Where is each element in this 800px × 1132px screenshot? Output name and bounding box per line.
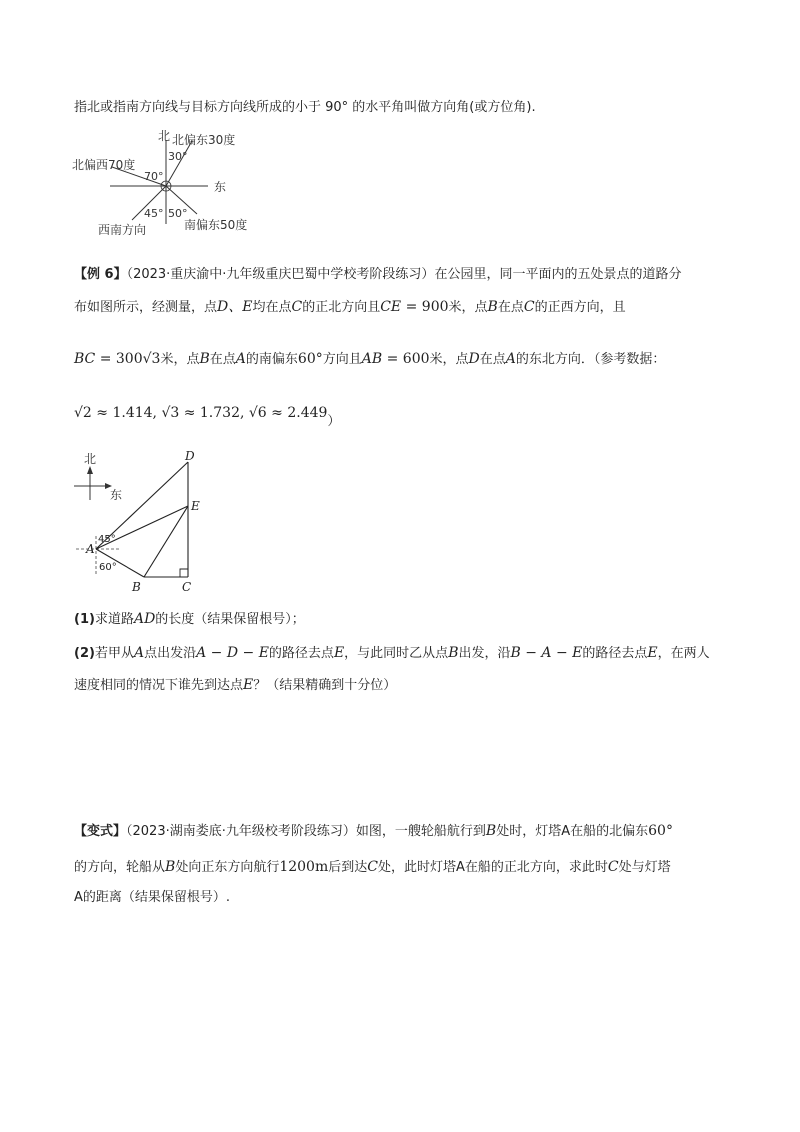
- math: A: [505, 351, 516, 367]
- text: ）: [327, 414, 341, 429]
- question-1: [74, 609, 305, 630]
- text: 如图，一艘轮船航行到: [355, 824, 486, 839]
- text: 米，点: [448, 300, 488, 315]
- direction-angle-definition: 指北或指南方向线与目标方向线所成的小于 90° 的水平角叫做方向角(或方位角).: [74, 100, 536, 115]
- math: = 600: [382, 351, 430, 367]
- math: AD: [133, 611, 156, 627]
- math: C: [523, 299, 535, 315]
- text: 方向且: [322, 352, 362, 367]
- text: 点出发沿: [144, 646, 197, 661]
- variant-line-2: [74, 857, 671, 878]
- question-2-line-2: [74, 675, 396, 696]
- text: A: [455, 860, 465, 875]
- text: 在点: [479, 352, 506, 367]
- math: D: [468, 351, 480, 367]
- text: 均在点: [252, 300, 292, 315]
- text: 的正北方向且: [302, 300, 381, 315]
- text: 的方向，轮船从: [74, 860, 166, 875]
- math: C: [367, 859, 378, 875]
- point-c-label: C: [182, 580, 192, 594]
- text: 速度相同的情况下谁先到达点: [74, 678, 244, 693]
- angle-60-label: 60°: [99, 562, 117, 573]
- example6-line-2: [74, 297, 626, 318]
- math: = 300√3: [95, 351, 161, 367]
- variant-source: （2023·湖南娄底·九年级校考阶段练习）: [126, 824, 356, 839]
- example6-line-3: [74, 349, 665, 370]
- example6-source: （2023·重庆渝中·九年级重庆巴蜀中学校考阶段练习）: [126, 267, 435, 282]
- math: B: [165, 859, 176, 875]
- math: E: [647, 645, 658, 661]
- math: D、E: [217, 299, 253, 315]
- question-number: (2): [74, 646, 95, 661]
- example6-text: 在公园里，同一平面内的五处景点的道路分: [434, 267, 682, 282]
- text: 的东北方向．（参考数据：: [515, 352, 666, 367]
- variant-line-3: [74, 888, 230, 908]
- text: 的长度（结果保留根号）；: [155, 612, 305, 627]
- compass-sw-label: 西南方向: [98, 223, 147, 237]
- math: B: [448, 645, 459, 661]
- text: 在点: [497, 300, 524, 315]
- math: E: [333, 645, 345, 661]
- text: 求道路: [94, 612, 134, 627]
- text: A: [74, 890, 83, 905]
- text: 的正西方向，且: [534, 300, 626, 315]
- math: E: [243, 677, 254, 693]
- compass-angle-30: 30°: [168, 150, 188, 163]
- text: ，在两人: [657, 646, 710, 661]
- compass-nw-label: 北偏西70度: [72, 158, 136, 172]
- text: 处与灯塔: [618, 860, 671, 875]
- text: 米，点: [429, 352, 469, 367]
- math: B: [485, 823, 497, 839]
- text: 的路径去点: [582, 646, 648, 661]
- text: 在船的北偏东: [570, 824, 649, 839]
- text: 的距离（结果保留根号）.: [82, 890, 231, 905]
- text: 处向正东方向航行: [175, 860, 280, 875]
- text: 后到达: [328, 860, 368, 875]
- example6-line-1: [74, 265, 681, 285]
- math: C: [607, 859, 619, 875]
- compass-se-label: 南偏东50度: [184, 218, 248, 232]
- text: 处，此时灯塔: [377, 860, 456, 875]
- east-label: 东: [110, 488, 123, 502]
- text: 若甲从: [94, 646, 134, 661]
- math: B − A − E: [510, 645, 583, 661]
- text: 的路径去点: [268, 646, 334, 661]
- text: 在船的正北方向，求此时: [464, 860, 608, 875]
- math: CE: [380, 299, 402, 315]
- text: ，与此同时乙从点: [344, 646, 449, 661]
- math: B: [199, 351, 210, 367]
- compass-angle-45: 45°: [144, 207, 164, 220]
- math: C: [291, 299, 303, 315]
- math: A: [235, 351, 246, 367]
- math: 60°: [297, 351, 323, 367]
- point-a-label: A: [86, 542, 95, 556]
- math: BC: [74, 351, 96, 367]
- math: 1200m: [279, 859, 329, 875]
- text: 布如图所示，经测量，点: [74, 300, 218, 315]
- point-e-label: E: [191, 499, 200, 513]
- angle-45-label: 45°: [98, 534, 116, 545]
- compass-angle-50: 50°: [168, 207, 188, 220]
- example6-tag: 【例 6】: [74, 267, 127, 282]
- text: 米，点: [160, 352, 200, 367]
- example6-reference-data: [74, 403, 341, 429]
- math: B: [487, 299, 498, 315]
- compass-ne-label: 北偏东30度: [172, 133, 236, 147]
- variant-line-1: [74, 821, 673, 842]
- math: AB: [361, 351, 383, 367]
- compass-angle-70: 70°: [144, 170, 164, 183]
- math: 60°: [648, 823, 673, 839]
- question-number: (1): [74, 612, 95, 627]
- text: 在点: [209, 352, 236, 367]
- math: A: [133, 645, 145, 661]
- compass-east-label: 东: [214, 180, 227, 194]
- text: 的南偏东: [245, 352, 298, 367]
- text: A: [561, 824, 571, 839]
- variant-tag: 【变式】: [74, 824, 127, 839]
- compass-north-label: 北: [158, 129, 171, 143]
- compass-diagram: [70, 126, 270, 238]
- north-label: 北: [84, 452, 97, 466]
- math: = 900: [401, 299, 449, 315]
- text: 出发，沿: [458, 646, 511, 661]
- question-2-line-1: [74, 643, 710, 664]
- text: ？（结果精确到十分位）: [253, 678, 397, 693]
- text: 处时，灯塔: [496, 824, 562, 839]
- point-b-label: B: [132, 580, 141, 594]
- example6-diagram: [68, 446, 218, 596]
- point-d-label: D: [185, 449, 195, 463]
- math: A − D − E: [196, 645, 269, 661]
- reference-values: √2 ≈ 1.414, √3 ≈ 1.732, √6 ≈ 2.449: [74, 405, 328, 421]
